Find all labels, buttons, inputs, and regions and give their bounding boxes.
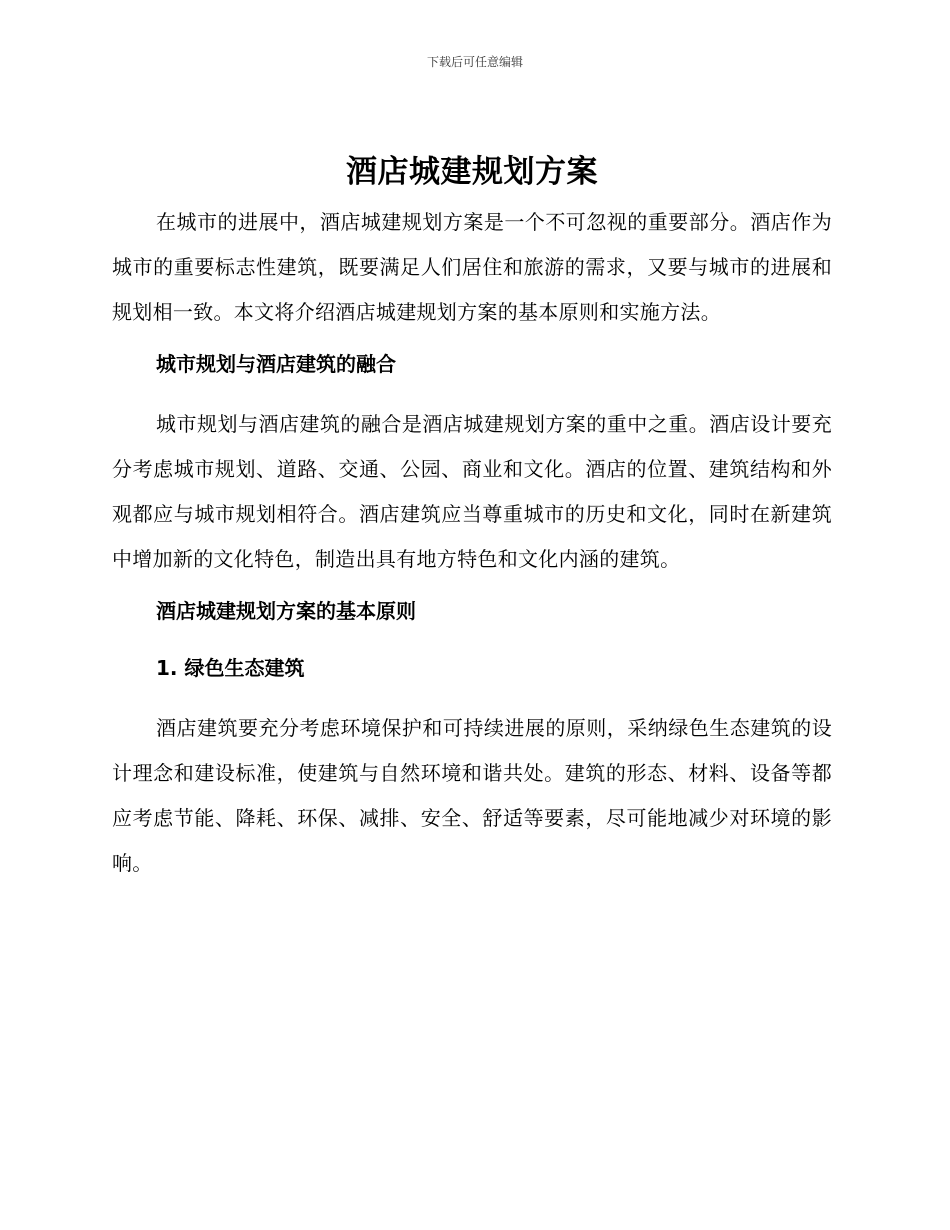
document-content [112,150,832,886]
document-title: 酒店城建规划方案 [346,154,598,190]
spacer [112,379,832,402]
spacer [112,683,832,706]
header-note: 下载后可任意编辑 [426,55,523,69]
section-heading-principles: 酒店城建规划方案的基本原则 [156,599,416,623]
subsection-paragraph-green-building: 酒店建筑要充分考虑环境保护和可持续进展的原则，采纳绿色生态建筑的设计理念和建设标准，使建筑与自然环境和谐共处。建筑的形态、材料、设备等都应考虑节能、降耗、环保、减排、安全、舒适等要素，尽可能地减少对环境的影响。 [112,716,832,875]
section-paragraph-integration: 城市规划与酒店建筑的融合是酒店城建规划方案的重中之重。酒店设计要充分考虑城市规划、道路、交通、公园、商业和文化。酒店的位置、建筑结构和外观都应与城市规划相符合。酒店建筑应当尊重城市的历史和文化，同时在新建筑中增加新的文化特色，制造出具有地方特色和文化内涵的建筑。 [112,412,832,571]
subsection-heading-green-building: 1. 绿色生态建筑 [156,656,305,680]
spacer [112,582,832,596]
spacer [112,335,832,349]
section-heading-integration: 城市规划与酒店建筑的融合 [156,352,396,376]
intro-paragraph: 在城市的进展中，酒店城建规划方案是一个不可忽视的重要部分。酒店作为城市的重要标志性建筑，既要满足人们居住和旅游的需求，又要与城市的进展和规划相一致。本文将介绍酒店城建规划方案的基本原则和实施方法。 [112,210,832,324]
spacer [112,626,832,653]
